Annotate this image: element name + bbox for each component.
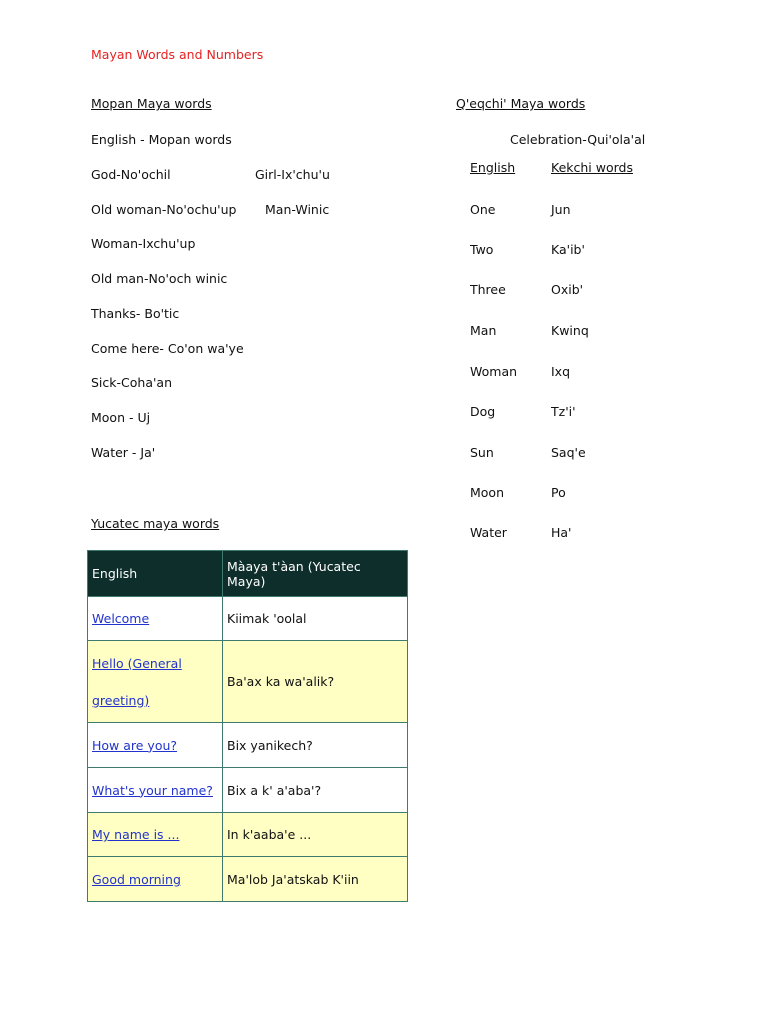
table-row (88, 768, 408, 813)
phrase-link-line: Hello (General (92, 655, 182, 671)
mopan-heading: Mopan Maya words (91, 96, 212, 111)
phrase-maya: Kiimak 'oolal (223, 597, 408, 641)
mopan-word: Sick-Coha'an (91, 375, 173, 390)
table-header-row (88, 551, 408, 597)
mopan-word: Water - Ja' (91, 445, 156, 460)
yucatec-heading: Yucatec maya words (91, 516, 220, 531)
mopan-word: Moon - Uj (91, 410, 151, 425)
phrase-link-my-name-is[interactable]: My name is ... (92, 827, 180, 842)
qeqchi-col-kekchi: Kekchi words (551, 160, 633, 175)
phrase-english-cell (88, 723, 223, 768)
table-row (88, 813, 408, 857)
qeqchi-english: Woman (470, 364, 518, 379)
mopan-word: Old man-No'och winic (91, 271, 228, 286)
phrase-maya: In k'aaba'e ... (223, 813, 408, 857)
mopan-subheading: English - Mopan words (91, 132, 232, 147)
qeqchi-english: One (470, 202, 496, 217)
phrase-link-line: greeting) (92, 692, 150, 708)
qeqchi-kekchi: Tz'i' (551, 404, 576, 419)
table-row (88, 723, 408, 768)
qeqchi-english: Three (470, 282, 506, 297)
phrase-english-cell (88, 768, 223, 813)
phrase-link-how-are-you[interactable]: How are you? (92, 737, 178, 753)
phrase-english-cell (88, 813, 223, 857)
table-header-maya: Màaya t'àan (Yucatec Maya) (223, 551, 408, 597)
qeqchi-kekchi: Ha' (551, 525, 572, 540)
phrase-english-cell (88, 857, 223, 902)
mopan-word: Woman-Ixchu'up (91, 236, 196, 251)
qeqchi-english: Water (470, 525, 507, 540)
table-header-english: English (88, 551, 223, 597)
qeqchi-english: Sun (470, 445, 494, 460)
mopan-word: Old woman-No'ochu'up (91, 202, 237, 217)
qeqchi-kekchi: Jun (551, 202, 571, 217)
phrase-maya: Ma'lob Ja'atskab K'iin (223, 857, 408, 902)
mopan-word-right: Girl-Ix'chu'u (255, 167, 330, 182)
mopan-word: God-No'ochil (91, 167, 171, 182)
table-row (88, 857, 408, 902)
qeqchi-kekchi: Ka'ib' (551, 242, 585, 257)
qeqchi-celebration: Celebration-Qui'ola'al (510, 132, 646, 147)
qeqchi-col-english: English (470, 160, 516, 175)
qeqchi-heading: Q'eqchi' Maya words (456, 96, 586, 111)
phrase-link-hello[interactable] (92, 645, 218, 719)
qeqchi-kekchi: Saq'e (551, 445, 586, 460)
qeqchi-kekchi: Oxib' (551, 282, 584, 297)
phrase-maya: Ba'ax ka wa'alik? (223, 641, 408, 723)
qeqchi-english: Moon (470, 485, 505, 500)
yucatec-table (87, 550, 408, 902)
phrase-english-cell (88, 641, 223, 723)
qeqchi-kekchi: Po (551, 485, 566, 500)
page-title: Mayan Words and Numbers (91, 47, 264, 62)
phrase-maya: Bix yanikech? (223, 723, 408, 768)
qeqchi-kekchi: Kwinq (551, 323, 589, 338)
qeqchi-english: Two (470, 242, 494, 257)
qeqchi-english: Man (470, 323, 497, 338)
table-row (88, 597, 408, 641)
qeqchi-kekchi: Ixq (551, 364, 571, 379)
phrase-maya: Bix a k' a'aba'? (223, 768, 408, 813)
qeqchi-english: Dog (470, 404, 496, 419)
mopan-word: Come here- Co'on wa'ye (91, 341, 244, 356)
table-row (88, 641, 408, 723)
phrase-link-welcome[interactable]: Welcome (92, 611, 150, 626)
phrase-link-good-morning[interactable]: Good morning (92, 871, 181, 887)
mopan-word-right: Man-Winic (265, 202, 330, 217)
mopan-word: Thanks- Bo'tic (91, 306, 180, 321)
phrase-link-whats-your-name[interactable]: What's your name? (92, 782, 213, 798)
phrase-english-cell (88, 597, 223, 641)
